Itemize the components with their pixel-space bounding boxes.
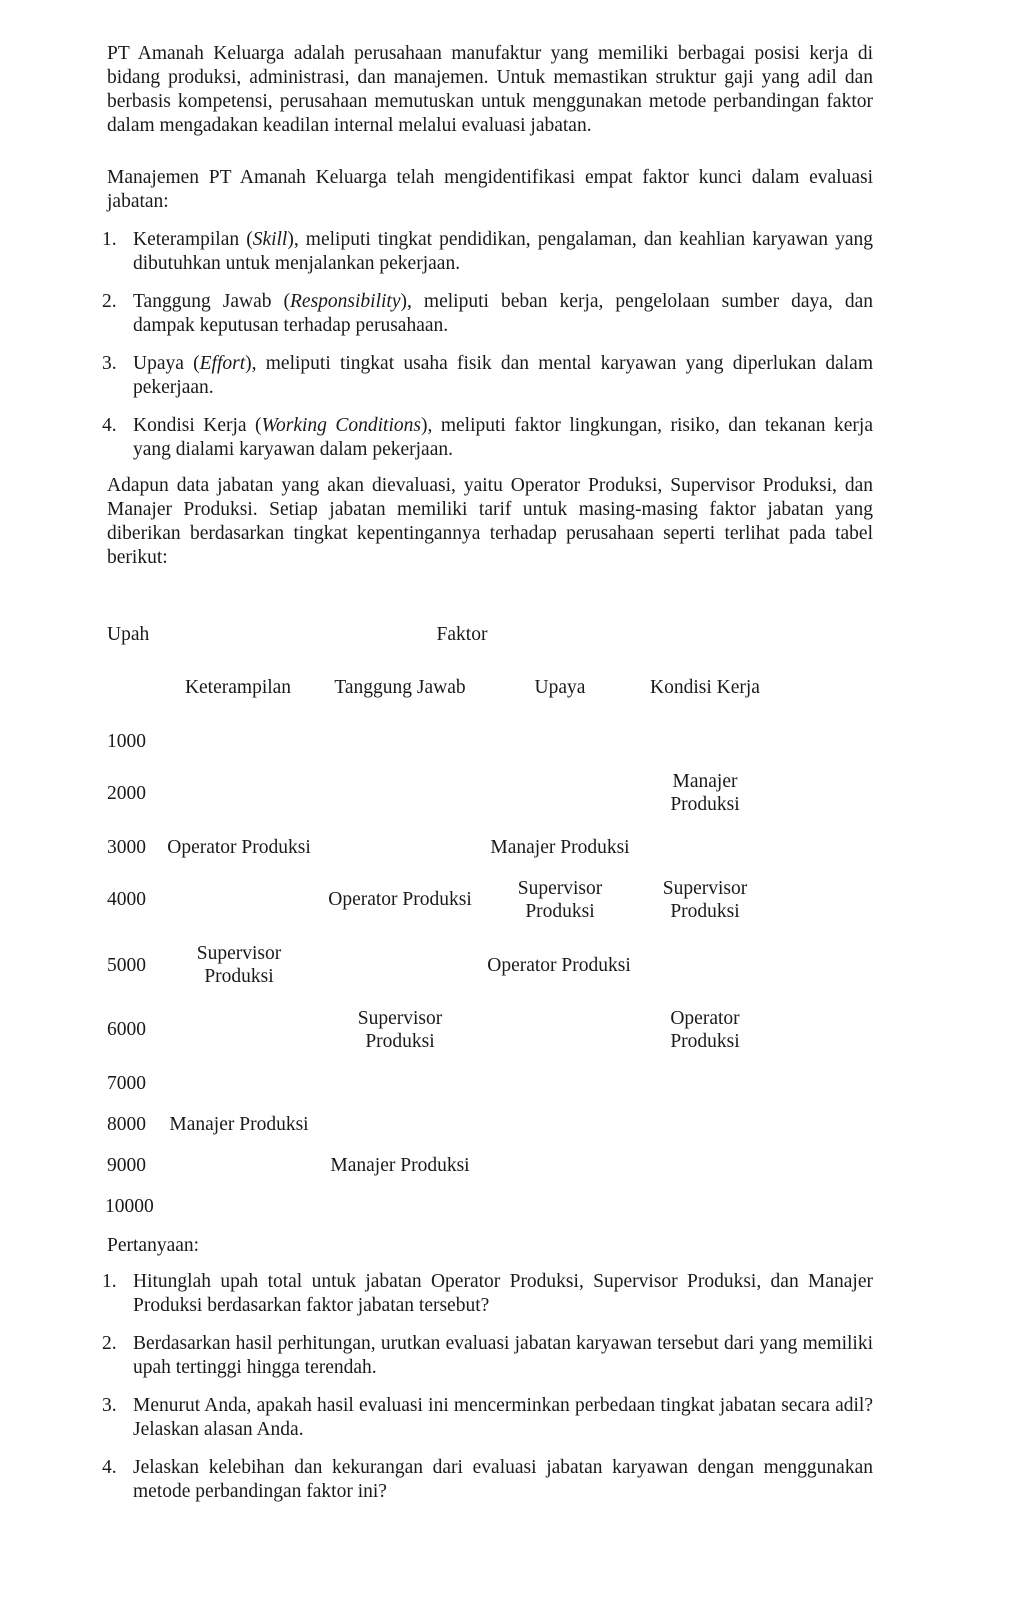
question-number: 2.	[102, 1333, 117, 1354]
wage-label: 6000	[107, 1019, 146, 1040]
factor-desc: ), meliputi beban kerja, pengelolaan sumber daya, dan dampak keputusan terhadap perusahaan.	[133, 291, 873, 336]
question-text: Berdasarkan hasil perhitungan, urutkan evaluasi jabatan karyawan tersebut dari yang memiliki upah tertinggi hingga terendah.	[133, 1333, 873, 1378]
column-header-keterampilan: Keterampilan	[184, 677, 292, 698]
factor-name: Kondisi Kerja (	[133, 415, 262, 436]
table-cell: Operator Produksi	[487, 955, 631, 976]
factor-english: Working Conditions	[261, 415, 421, 436]
factor-list	[102, 228, 873, 476]
wage-label: 5000	[107, 955, 146, 976]
factor-item	[102, 352, 873, 400]
factor-english: Responsibility	[290, 291, 401, 312]
table-cell: Operator Produksi	[328, 889, 472, 910]
question-text: Hitunglah upah total untuk jabatan Operator Produksi, Supervisor Produksi, dan Manajer Produksi berdasarkan faktor jabatan tersebut?	[133, 1271, 873, 1316]
intro-paragraph: PT Amanah Keluarga adalah perusahaan manufaktur yang memiliki berbagai posisi kerja di bidang produksi, administrasi, dan manajemen. Untuk memastikan struktur gaji yang adil dan berbasis kompetensi, perusahaan memutuskan untuk menggunakan metode perbandingan faktor dalam mengadakan keadilan internal melalui evaluasi jabatan.	[107, 43, 873, 136]
factor-number: 3.	[102, 353, 117, 374]
factors-intro-paragraph: Manajemen PT Amanah Keluarga telah mengidentifikasi empat faktor kunci dalam evaluasi jabatan:	[107, 167, 873, 212]
factor-name: Tanggung Jawab (	[133, 291, 291, 312]
factor-header: Faktor	[436, 624, 488, 645]
question-item	[102, 1394, 873, 1442]
factor-name: Upaya (	[133, 353, 200, 374]
questions-heading: Pertanyaan:	[107, 1235, 200, 1256]
factor-desc: ), meliputi tingkat pendidikan, pengalaman, dan keahlian karyawan yang dibutuhkan untuk menjalankan pekerjaan.	[133, 229, 873, 274]
table-cell: Manajer Produksi	[670, 771, 740, 815]
wage-label: 2000	[107, 783, 146, 804]
wage-label: 7000	[107, 1073, 146, 1094]
factor-item	[102, 290, 873, 338]
wage-label: 1000	[107, 731, 146, 752]
table-cell: Supervisor Produksi	[196, 943, 282, 987]
wage-label: 4000	[107, 889, 146, 910]
factor-number: 2.	[102, 291, 117, 312]
question-text: Menurut Anda, apakah hasil evaluasi ini mencerminkan perbedaan tingkat jabatan secara adil? Jelaskan alasan Anda.	[133, 1395, 873, 1440]
question-item	[102, 1456, 873, 1504]
factor-desc: ), meliputi tingkat usaha fisik dan mental karyawan yang diperlukan dalam pekerjaan.	[133, 353, 873, 398]
wage-header: Upah	[107, 624, 150, 645]
question-item	[102, 1270, 873, 1318]
wage-label: 3000	[107, 837, 146, 858]
factor-name: Keterampilan (	[133, 229, 253, 250]
factor-number: 1.	[102, 229, 117, 250]
wage-label: 10000	[105, 1196, 154, 1217]
factor-english: Skill	[252, 229, 288, 250]
column-header-tanggung-jawab: Tanggung Jawab	[334, 677, 466, 698]
question-number: 4.	[102, 1457, 117, 1478]
factor-item	[102, 228, 873, 276]
column-header-upaya: Upaya	[534, 677, 586, 698]
factor-desc: ), meliputi faktor lingkungan, risiko, dan tekanan kerja yang dialami karyawan dalam pekerjaan.	[133, 415, 873, 460]
question-text: Jelaskan kelebihan dan kekurangan dari evaluasi jabatan karyawan dengan menggunakan metode perbandingan faktor ini?	[133, 1457, 873, 1502]
question-number: 1.	[102, 1271, 117, 1292]
table-cell: Manajer Produksi	[330, 1155, 470, 1176]
factor-number: 4.	[102, 415, 117, 436]
factor-item	[102, 414, 873, 462]
table-cell: Operator Produksi	[670, 1008, 740, 1052]
wage-label: 9000	[107, 1155, 146, 1176]
table-cell: Supervisor Produksi	[662, 878, 748, 922]
question-list	[102, 1270, 873, 1518]
wage-label: 8000	[107, 1114, 146, 1135]
table-cell: Supervisor Produksi	[357, 1008, 443, 1052]
factor-english: Effort	[199, 353, 246, 374]
table-intro-paragraph: Adapun data jabatan yang akan dievaluasi, yaitu Operator Produksi, Supervisor Produksi, dan Manajer Produksi. Setiap jabatan memiliki tarif untuk masing-masing faktor jabatan yang diberikan berdasarkan tingkat kepentingannya terhadap perusahaan seperti terlihat pada tabel berikut:	[107, 475, 873, 568]
table-cell: Supervisor Produksi	[517, 878, 603, 922]
question-number: 3.	[102, 1395, 117, 1416]
table-cell: Operator Produksi	[167, 837, 311, 858]
table-cell: Manajer Produksi	[490, 837, 630, 858]
column-header-kondisi-kerja: Kondisi Kerja	[650, 677, 760, 698]
table-cell: Manajer Produksi	[169, 1114, 309, 1135]
question-item	[102, 1332, 873, 1380]
